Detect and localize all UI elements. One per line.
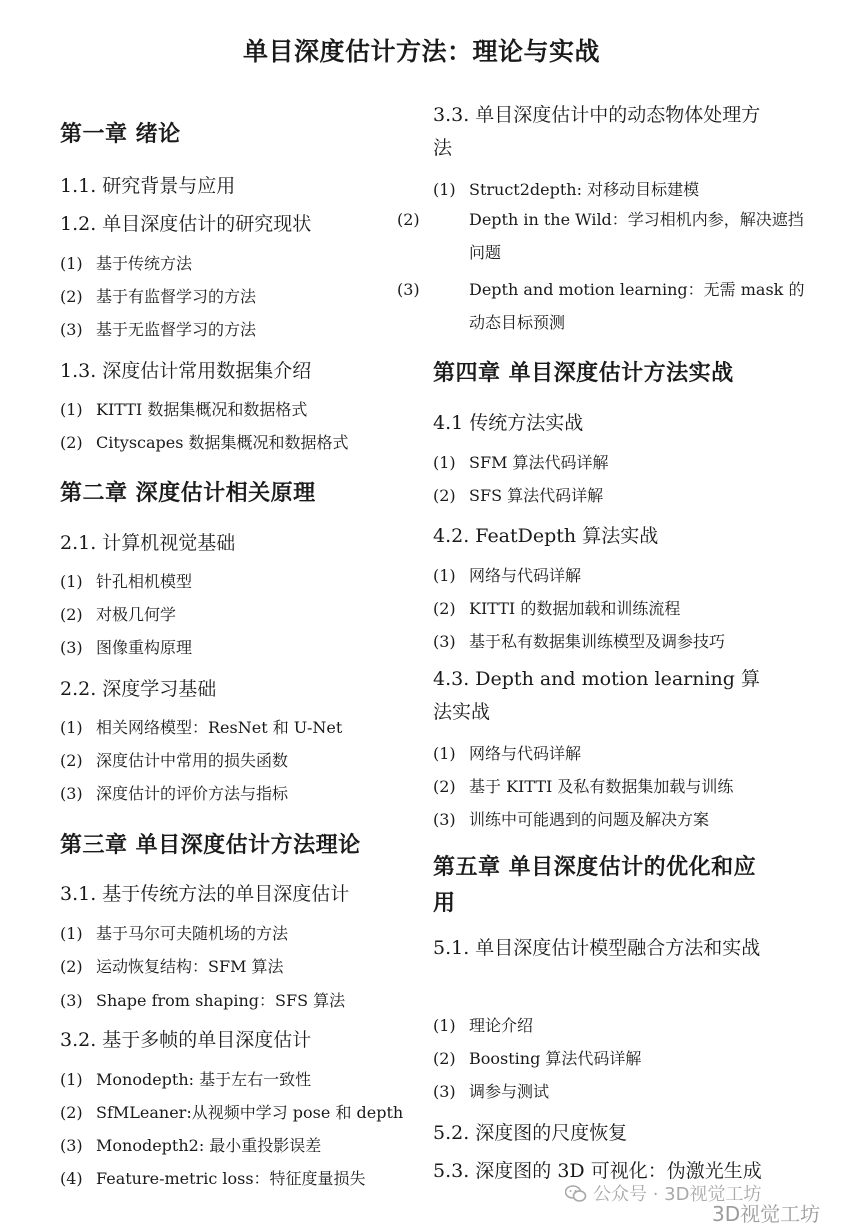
section-3-2: 3.2. 基于多帧的单目深度估计 bbox=[60, 1029, 312, 1051]
toc-item: (3) 调参与测试 bbox=[433, 1082, 550, 1101]
chapter-1-heading: 第一章 绪论 bbox=[60, 121, 181, 147]
section-3-3: 3.3. 单目深度估计中的动态物体处理方法 bbox=[433, 104, 761, 159]
toc-item: (2) 对极几何学 bbox=[60, 605, 177, 624]
toc-item: (2) SFS 算法代码详解 bbox=[433, 486, 604, 505]
toc-item: (2) Boosting 算法代码详解 bbox=[433, 1049, 642, 1068]
toc-item: (2) 运动恢复结构：SFM 算法 bbox=[60, 957, 284, 976]
section-2-2: 2.2. 深度学习基础 bbox=[60, 678, 217, 700]
toc-item: (2) 深度估计中常用的损失函数 bbox=[60, 751, 289, 770]
toc-item: (1) 网络与代码详解 bbox=[433, 744, 582, 763]
section-1-3: 1.3. 深度估计常用数据集介绍 bbox=[60, 360, 312, 382]
document-title: 单目深度估计方法：理论与实战 bbox=[242, 37, 600, 66]
section-4-2: 4.2. FeatDepth 算法实战 bbox=[433, 525, 659, 547]
toc-item: (2) 基于有监督学习的方法 bbox=[60, 287, 257, 306]
toc-item: (3) 图像重构原理 bbox=[60, 638, 193, 657]
section-1-2: 1.2. 单目深度估计的研究现状 bbox=[60, 213, 312, 235]
toc-item: (1) 理论介绍 bbox=[433, 1016, 534, 1035]
section-3-1: 3.1. 基于传统方法的单目深度估计 bbox=[60, 883, 350, 905]
toc-item: (3) Shape from shaping：SFS 算法 bbox=[60, 991, 346, 1010]
watermark-line: 公众号 · 3D视觉工坊 bbox=[565, 1180, 761, 1206]
toc-item: (3) 基于无监督学习的方法 bbox=[60, 320, 257, 339]
section-5-1: 5.1. 单目深度估计模型融合方法和实战 bbox=[433, 937, 761, 959]
chapter-4-heading: 第四章 单目深度估计方法实战 bbox=[433, 360, 734, 386]
toc-item: (3) Monodepth2: 最小重投影误差 bbox=[60, 1136, 322, 1155]
section-4-3: 4.3. Depth and motion learning 算法实战 bbox=[433, 668, 760, 723]
toc-item: (1) 相关网络模型：ResNet 和 U-Net bbox=[60, 718, 343, 737]
toc-item: (3) 基于私有数据集训练模型及调参技巧 bbox=[433, 632, 726, 651]
chapter-5-heading: 第五章 单目深度估计的优化和应用 bbox=[433, 854, 757, 916]
toc-item: (1) 基于马尔可夫随机场的方法 bbox=[60, 924, 289, 943]
toc-item: (1) 网络与代码详解 bbox=[433, 566, 582, 585]
toc-item: (2) SfMLeaner:从视频中学习 pose 和 depth bbox=[60, 1103, 404, 1122]
toc-item: (1) Monodepth: 基于左右一致性 bbox=[60, 1070, 312, 1089]
toc-item: (4) Feature-metric loss：特征度量损失 bbox=[60, 1169, 366, 1188]
toc-item: (2) Cityscapes 数据集概况和数据格式 bbox=[60, 433, 349, 452]
toc-item: (1) 针孔相机模型 bbox=[60, 572, 193, 591]
chapter-2-heading: 第二章 深度估计相关原理 bbox=[60, 480, 316, 506]
toc-item: (2) 基于 KITTI 及私有数据集加载与训练 bbox=[433, 777, 734, 796]
section-5-3: 5.3. 深度图的 3D 可视化：伪激光生成 bbox=[433, 1160, 762, 1182]
chapter-3-heading: 第三章 单目深度估计方法理论 bbox=[60, 832, 361, 858]
section-5-2: 5.2. 深度图的尺度恢复 bbox=[433, 1122, 628, 1144]
toc-item: (1) KITTI 数据集概况和数据格式 bbox=[60, 400, 308, 419]
toc-item: (1) 基于传统方法 bbox=[60, 254, 193, 273]
wechat-icon bbox=[565, 1185, 587, 1203]
section-4-1: 4.1 传统方法实战 bbox=[433, 412, 584, 434]
toc-item: (2) Depth in the Wild：学习相机内参，解决遮挡问题 bbox=[397, 210, 804, 262]
toc-item: (1) SFM 算法代码详解 bbox=[433, 453, 609, 472]
toc-item: (3) Depth and motion learning：无需 mask 的动态目标预测 bbox=[397, 280, 805, 332]
toc-item: (3) 训练中可能遇到的问题及解决方案 bbox=[433, 810, 710, 829]
section-2-1: 2.1. 计算机视觉基础 bbox=[60, 532, 236, 554]
toc-item: (2) KITTI 的数据加载和训练流程 bbox=[433, 599, 681, 618]
watermark-brand: 3D视觉工坊 bbox=[712, 1202, 821, 1226]
section-1-1: 1.1. 研究背景与应用 bbox=[60, 175, 236, 197]
toc-item: (3) 深度估计的评价方法与指标 bbox=[60, 784, 289, 803]
toc-item: (1) Struct2depth: 对移动目标建模 bbox=[433, 180, 700, 199]
